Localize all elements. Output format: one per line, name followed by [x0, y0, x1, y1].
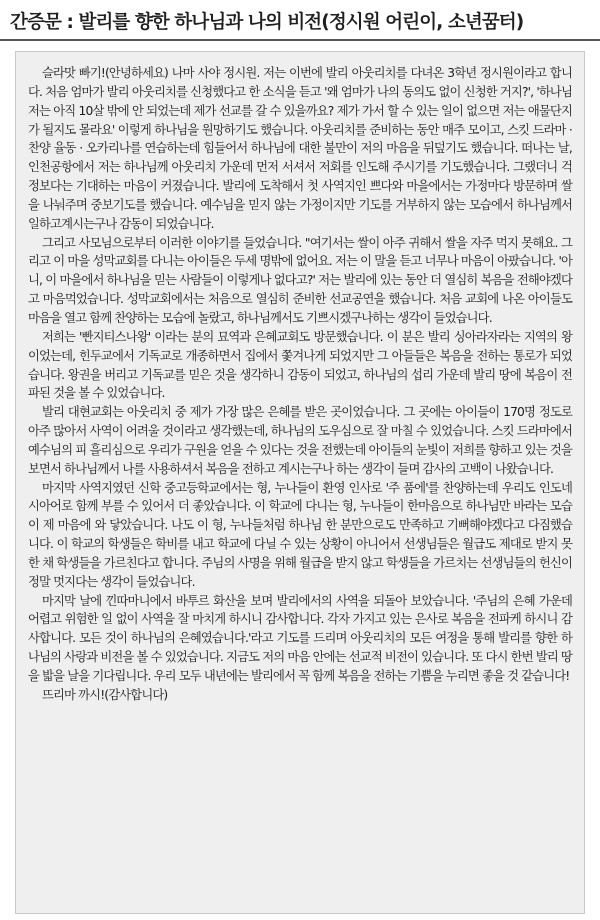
article-title: 간증문 : 발리를 향한 하나님과 나의 비전(정시원 어린이, 소년꿈터): [10, 12, 524, 33]
paragraph-5: 마지막 사역지였던 신학 중고등학교에서는 형, 누나들이 환영 인사로 '주 품에'를 찬양하는데 우리도 인도네시아어로 함께 부를 수 있어서 더 좋았습니다. 이 학교에 다니는 형, 누나들이 한마음으로 하나님만 바라는 모습이 제 마음에 와 닿았습니다. 나도 이 형, 누나들처럼 하나님 한 분만으로도 만족하고 기뻐해야겠다고 다짐했습니다. 이 학교의 학생들은 학비를 내고 학교에 다닐 수 있는 상황이 아니어서 선생님들은 월급도 제대로 받지 못한 채 학생들을 가르친다고 합니다. 주님의 사명을 위해 월급을 받지 않고 학생들을 가르치는 선생님들의 헌신이 정말 멋지다는 생각이 들었습니다.: [28, 480, 572, 589]
title-divider: [0, 39, 600, 41]
paragraph-3: 저희는 '빤지티스나왕' 이라는 분의 묘역과 은혜교회도 방문했습니다. 이 분은 발리 싱아라자라는 지역의 왕이었는데, 힌두교에서 기독교로 개종하면서 집에서 쫓겨나게 되었지만 그 아들들은 복음을 전하는 통로가 되었습니다. 왕권을 버리고 기독교를 믿은 것을 생각하니 감동이 되었고, 하나님의 섭리 가운데 발리 땅에 복음이 전파된 것을 볼 수 있었습니다.: [28, 329, 572, 401]
paragraph-1: 슬라맛 빠기!(안녕하세요) 나마 사야 정시원. 저는 이번에 발리 아웃리치를 다녀온 3학년 정시원이라고 합니다. 처음 엄마가 발리 아웃리치를 신청했다고 한 소식을 듣고 '왜 엄마가 나의 동의도 없이 신청한 거지?', '하나님 저는 아직 10살 밖에 안 되었는데 제가 선교를 갈 수 있을까요? 제가 가서 할 수 있는 일이 없으면 저는 애물단지가 될지도 몰라요' 이렇게 하나님을 원망하기도 했습니다. 아웃리치를 준비하는 동안 매주 모이고, 스킷 드라마 · 찬양 율동 · 오카리나를 연습하는데 힘들어서 하나님에 대한 불만이 저의 마음을 뒤덮기도 했습니다. 떠나는 날, 인천공항에서 저는 하나님께 아웃리치 가운데 먼저 서셔서 저회를 인도해 주시기를 기도했습니다. 그랬더니 걱정보다는 기대하는 마음이 커졌습니다. 발리에 도착해서 첫 사역지인 쁘다와 마을에서는 가정마다 방문하며 쌀을 나눠주며 중보기도를 했습니다. 예수님을 믿지 않는 가정이지만 기도를 거부하지 않는 모습에서 하나님께서 일하고계시는구나 감동이 되었습니다.: [28, 66, 572, 231]
article-body: [28, 64, 572, 705]
paragraph-7: 뜨리마 까시!(감사합니다): [42, 687, 168, 702]
paragraph-6: 마지막 날에 낀따마니에서 바투르 화산을 보며 발리에서의 사역을 되돌아 보았습니다. '주님의 은혜 가운데 어렵고 위험한 일 없이 사역을 잘 마치게 하시니 감사합니다. 각자 가지고 있는 은사로 복음을 전파케 하시니 감사합니다. 모든 것이 하나님의 은혜였습니다.'라고 기도를 드리며 아웃리치의 모든 여정을 통해 발리를 향한 하나님의 사랑과 비전을 볼 수 있었습니다. 지금도 저의 마음 안에는 선교적 비전이 있습니다. 또 다시 한번 발리 땅을 밟을 날을 기다립니다. 우리 모두 내년에는 발리에서 꼭 함께 복음을 전하는 기쁨을 누리면 좋을 것 같습니다!: [28, 593, 572, 683]
paragraph-2: 그리고 사모님으로부터 이러한 이야기를 들었습니다. "여기서는 쌀이 아주 귀해서 쌀을 자주 먹지 못해요. 그리고 이 마을 성막교회를 다니는 아이들은 두세 명밖에 없어요. 저는 이 말을 듣고 너무나 마음이 아팠습니다. '아니, 이 마을에서 하나님을 믿는 사람들이 이렇게나 없다고?' 저는 발리에 있는 동안 더 열심히 복음을 전해야겠다고 마음먹었습니다. 성막교회에서는 처음으로 열심히 준비한 선교공연을 했습니다. 처음 교회에 나온 아이들도 마음을 열고 함께 찬양하는 모습에 놀랐고, 하나님께서도 기쁘시겠구나하는 생각이 들었습니다.: [28, 235, 572, 325]
header: [0, 0, 600, 40]
paragraph-4: 발리 대현교회는 아웃리치 중 제가 가장 많은 은혜를 받은 곳이었습니다. 그 곳에는 아이들이 170명 정도로 아주 많아서 사역이 어려울 것이라고 생각했는데, 하나님의 도우심으로 잘 마칠 수 있었습니다. 스킷 드라마에서 예수님의 피 흘리심으로 우리가 구원을 얻을 수 있다는 것을 전했는데 아이들의 눈빛이 저희를 향하고 있는 것을 보면서 하나님께서 나를 사용하셔서 복음을 전하고 계시는구나 하는 생각이 들며 감사의 고백이 나왔습니다.: [28, 405, 572, 476]
